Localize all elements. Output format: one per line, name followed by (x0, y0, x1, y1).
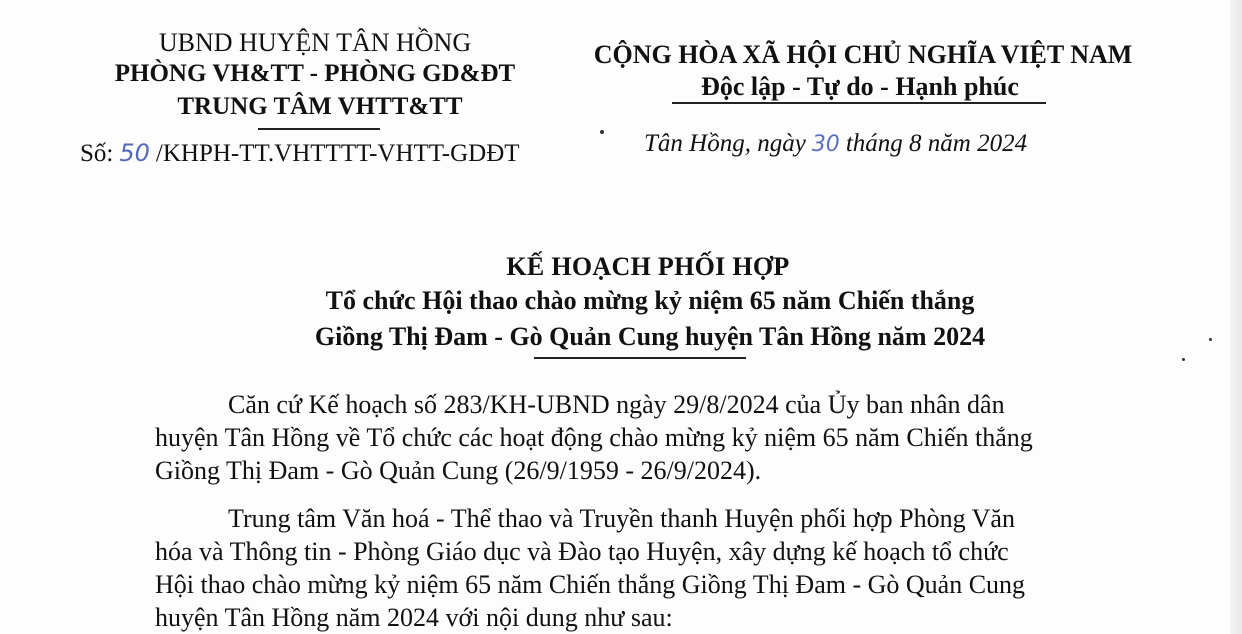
paragraph-basis (155, 388, 1130, 487)
page-edge-shadow (1230, 0, 1242, 634)
scan-speck (1182, 358, 1185, 361)
org-center: TRUNG TÂM VHTT&TT (177, 93, 463, 120)
doc-number-prefix: Số: (80, 140, 114, 167)
paragraph-line: huyện Tân Hồng năm 2024 với nội dung như sau: (155, 603, 673, 632)
plan-subtitle-line2: Giồng Thị Đam - Gò Quản Cung huyện Tân Hồng năm 2024 (314, 322, 986, 351)
national-motto: Độc lập - Tự do - Hạnh phúc (701, 72, 1019, 101)
date-suffix: tháng 8 năm 2024 (845, 130, 1028, 157)
doc-number-suffix: /KHPH-TT.VHTTTT-VHTT-GDĐT (155, 140, 520, 167)
paragraph-line: Hội thao chào mừng kỷ niệm 65 năm Chiến thắng Giồng Thị Đam - Gò Quản Cung (155, 570, 1026, 599)
document-number (80, 139, 520, 168)
scan-speck (600, 130, 604, 134)
org-district: UBND HUYỆN TÂN HỒNG (158, 28, 472, 57)
org-departments: PHÒNG VH&TT - PHÒNG GD&ĐT (114, 60, 516, 87)
doc-number-handwritten: 50 (119, 139, 150, 167)
title-underline (534, 357, 746, 359)
place-date (644, 130, 1027, 158)
paragraph-line: Giồng Thị Đam - Gò Quản Cung (26/9/1959 - 26/9/2024). (155, 456, 762, 485)
paragraph-line: huyện Tân Hồng về Tổ chức các hoạt động chào mừng kỷ niệm 65 năm Chiến thắng (155, 423, 1033, 452)
national-title: CỘNG HÒA XÃ HỘI CHỦ NGHĨA VIỆT NAM (593, 40, 1133, 69)
paragraph-line: Trung tâm Văn hoá - Thể thao và Truyền thanh Huyện phối hợp Phòng Văn (228, 504, 1015, 533)
plan-subtitle-line1: Tổ chức Hội thao chào mừng kỷ niệm 65 năm Chiến thắng (325, 286, 975, 315)
paragraph-line: hóa và Thông tin - Phòng Giáo dục và Đào tạo Huyện, xây dựng kế hoạch tổ chức (155, 537, 1009, 566)
date-day-handwritten: 30 (811, 132, 840, 157)
paragraph-line: Căn cứ Kế hoạch số 283/KH-UBND ngày 29/8/2024 của Ủy ban nhân dân (228, 390, 1005, 419)
scan-speck (1209, 338, 1212, 341)
paragraph-coordination (155, 502, 1130, 634)
motto-underline (672, 102, 1046, 104)
org-underline (258, 128, 380, 130)
plan-title: KẾ HOẠCH PHỐI HỢP (506, 252, 790, 281)
date-prefix: Tân Hồng, ngày (644, 130, 806, 157)
